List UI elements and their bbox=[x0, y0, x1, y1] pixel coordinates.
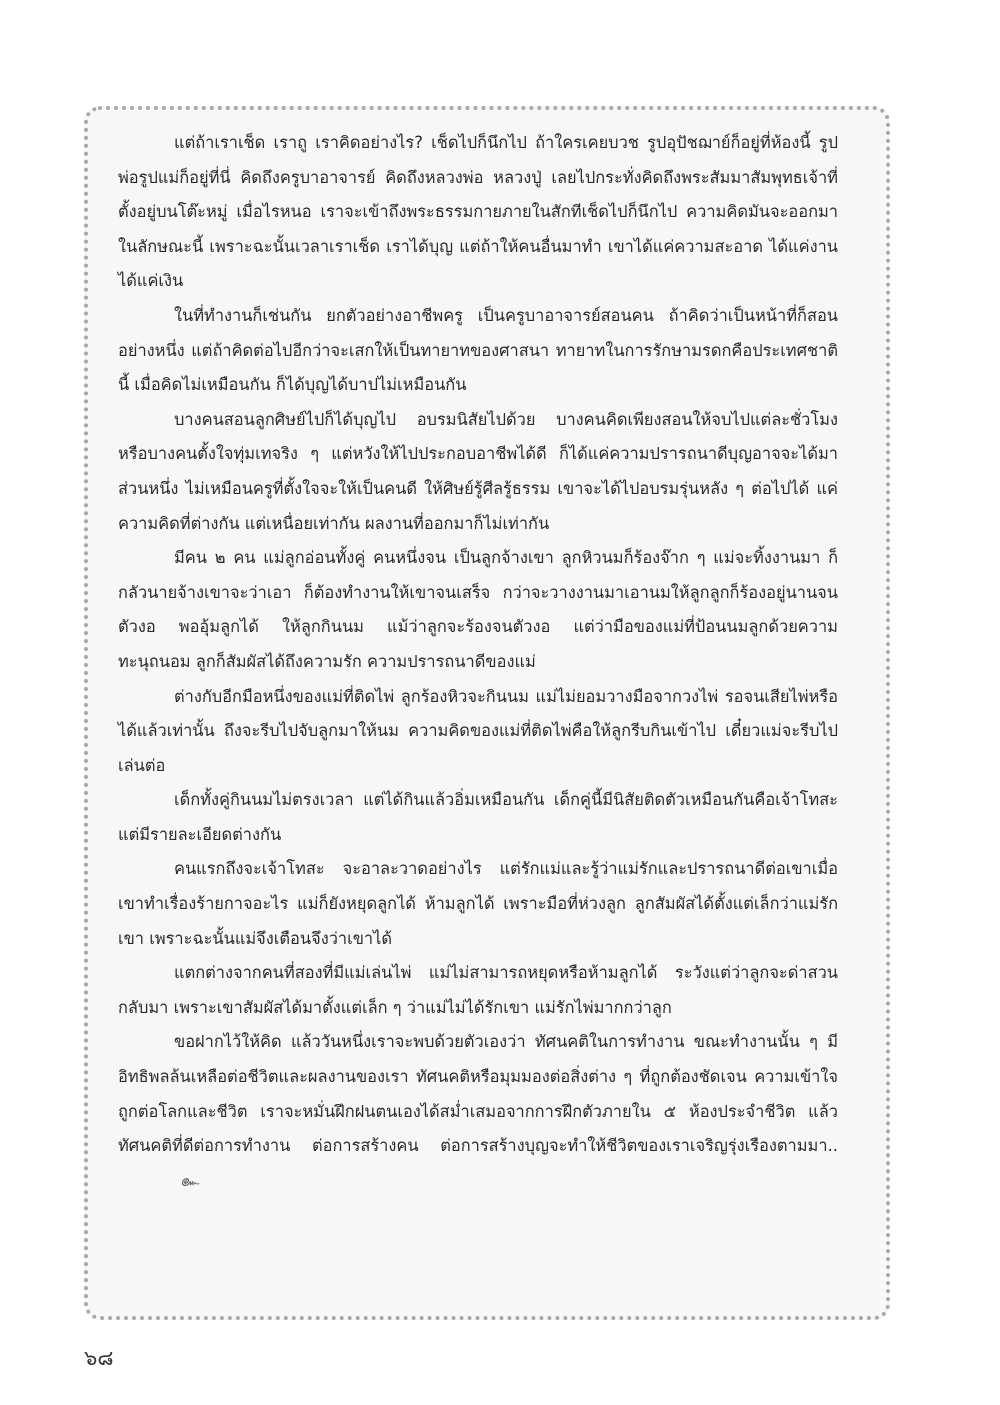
paragraph-9 bbox=[118, 1025, 838, 1198]
end-of-text-mark-icon: ๛ bbox=[180, 1170, 199, 1190]
paragraph-7: คนแรกถึงจะเจ้าโทสะ จะอาละวาดอย่างไร แต่รักแม่และรู้ว่าแม่รักและปรารถนาดีต่อเขาเมื่อเขาทำเรื่องร้ายกาจอะไร แม่ก็ยังหยุดลูกได้ ห้ามลูกได้ เพราะมือที่ห่วงลูก ลูกสัมผัสได้ตั้งแต่เล็กว่าแม่รักเขา เพราะฉะนั้นแม่จึงเตือนจึงว่าเขาได้ bbox=[118, 859, 838, 948]
paragraph-5: ต่างกับอีกมือหนึ่งของแม่ที่ติดไพ่ ลูกร้องหิวจะกินนม แม่ไม่ยอมวางมือจากวงไพ่ รอจนเสียไพ่หรือได้แล้วเท่านั้น ถึงจะรีบไปจับลูกมาให้นม ความคิดของแม่ที่ติดไพ่คือให้ลูกรีบกินเข้าไป เดี๋ยวแม่จะรีบไปเล่นต่อ bbox=[118, 686, 838, 775]
paragraph-4: มีคน ๒ คน แม่ลูกอ่อนทั้งคู่ คนหนึ่งจน เป็นลูกจ้างเขา ลูกหิวนมก็ร้องจ๊าก ๆ แม่จะทิ้งงานมา ก็กลัวนายจ้างเขาจะว่าเอา ก็ต้องทำงานให้เขาจนเสร็จ กว่าจะวางงานมาเอานมให้ลูกลูกก็ร้องอยู่นานจนตัวงอ พออุ้มลูกได้ ให้ลูกกินนม แม้ว่าลูกจะร้องจนตัวงอ แต่ว่ามือของแม่ที่ป้อนนมลูกด้วยความทะนุถนอม ลูกก็สัมผัสได้ถึงความรัก ความปรารถนาดีของแม่ bbox=[118, 548, 838, 671]
paragraph-8: แตกต่างจากคนที่สองที่มีแม่เล่นไพ่ แม่ไม่สามารถหยุดหรือห้ามลูกได้ ระวังแต่ว่าลูกจะด่าสวนกลับมา เพราะเขาสัมผัสได้มาตั้งแต่เล็ก ๆ ว่าแม่ไม่ได้รักเขา แม่รักไพ่มากกว่าลูก bbox=[118, 963, 838, 1017]
paragraph-2: ในที่ทำงานก็เช่นกัน ยกตัวอย่างอาชีพครู เป็นครูบาอาจารย์สอนคน ถ้าคิดว่าเป็นหน้าที่ก็สอนอย่างหนึ่ง แต่ถ้าคิดต่อไปอีกว่าจะเสกให้เป็นทายาทของศาสนา ทายาทในการรักษามรดกคือประเทศชาตินี้ เมื่อคิดไม่เหมือนกัน ก็ได้บุญได้บาปไม่เหมือนกัน bbox=[118, 305, 838, 395]
article-body bbox=[118, 126, 838, 1198]
paragraph-6: เด็กทั้งคู่กินนมไม่ตรงเวลา แต่ได้กินแล้วอิ่มเหมือนกัน เด็กคู่นี้มีนิสัยติดตัวเหมือนกันคือเจ้าโทสะ แต่มีรายละเอียดต่างกัน bbox=[118, 790, 838, 844]
paragraph-1: แต่ถ้าเราเช็ด เราถู เราคิดอย่างไร? เช็ดไปก็นึกไป ถ้าใครเคยบวช รูปอุปัชฌาย์ก็อยู่ที่ห้องนี้ รูปพ่อรูปแม่ก็อยู่ที่นี่ คิดถึงครูบาอาจารย์ คิดถึงหลวงพ่อ หลวงปู่ เลยไปกระทั่งคิดถึงพระสัมมาสัมพุทธเจ้าที่ตั้งอยู่บนโต๊ะหมู่ เมื่อไรหนอ เราจะเข้าถึงพระธรรมกายภายในสักทีเช็ดไปก็นึกไป ความคิดมันจะออกมาในลักษณะนี้ เพราะฉะนั้นเวลาเราเช็ด เราได้บุญ แต่ถ้าให้คนอื่นมาทำ เขาได้แค่ความสะอาด ได้แค่งาน ได้แค่เงิน bbox=[118, 133, 838, 291]
paragraph-3: บางคนสอนลูกศิษย์ไปก็ได้บุญไป อบรมนิสัยไปด้วย บางคนคิดเพียงสอนให้จบไปแต่ละชั่วโมง หรือบางคนตั้งใจทุ่มเทจริง ๆ แต่หวังให้ไปประกอบอาชีพได้ดี ก็ได้แค่ความปรารถนาดีบุญอาจจะได้มาส่วนหนึ่ง ไม่เหมือนครูที่ตั้งใจจะให้เป็นคนดี ให้ศิษย์รู้ศีลรู้ธรรม เขาจะได้ไปอบรมรุ่นหลัง ๆ ต่อไปได้ แค่ความคิดที่ต่างกัน แต่เหนื่อยเท่ากัน ผลงานที่ออกมาก็ไม่เท่ากัน bbox=[118, 409, 838, 533]
paragraph-9-text: ขอฝากไว้ให้คิด แล้ววันหนึ่งเราจะพบด้วยตัวเองว่า ทัศนคติในการทำงาน ขณะทำงานนั้น ๆ มีอิทธิพลล้นเหลือต่อชีวิตและผลงานของเรา ทัศนคติหรือมุมมองต่อสิ่งต่าง ๆ ที่ถูกต้องชัดเจน ความเข้าใจถูกต่อโลกและชีวิต เราจะหมั่นฝึกฝนตนเองได้สม่ำเสมอจากการฝึกตัวภายใน ๕ ห้องประจำชีวิต แล้วทัศนคติที่ดีต่อการทำงาน ต่อการสร้างคน ต่อการสร้างบุญจะทำให้ชีวิตของเราเจริญรุ่งเรืองตามมา.. bbox=[118, 1032, 838, 1156]
page-number: ๖๘ bbox=[84, 1346, 114, 1370]
